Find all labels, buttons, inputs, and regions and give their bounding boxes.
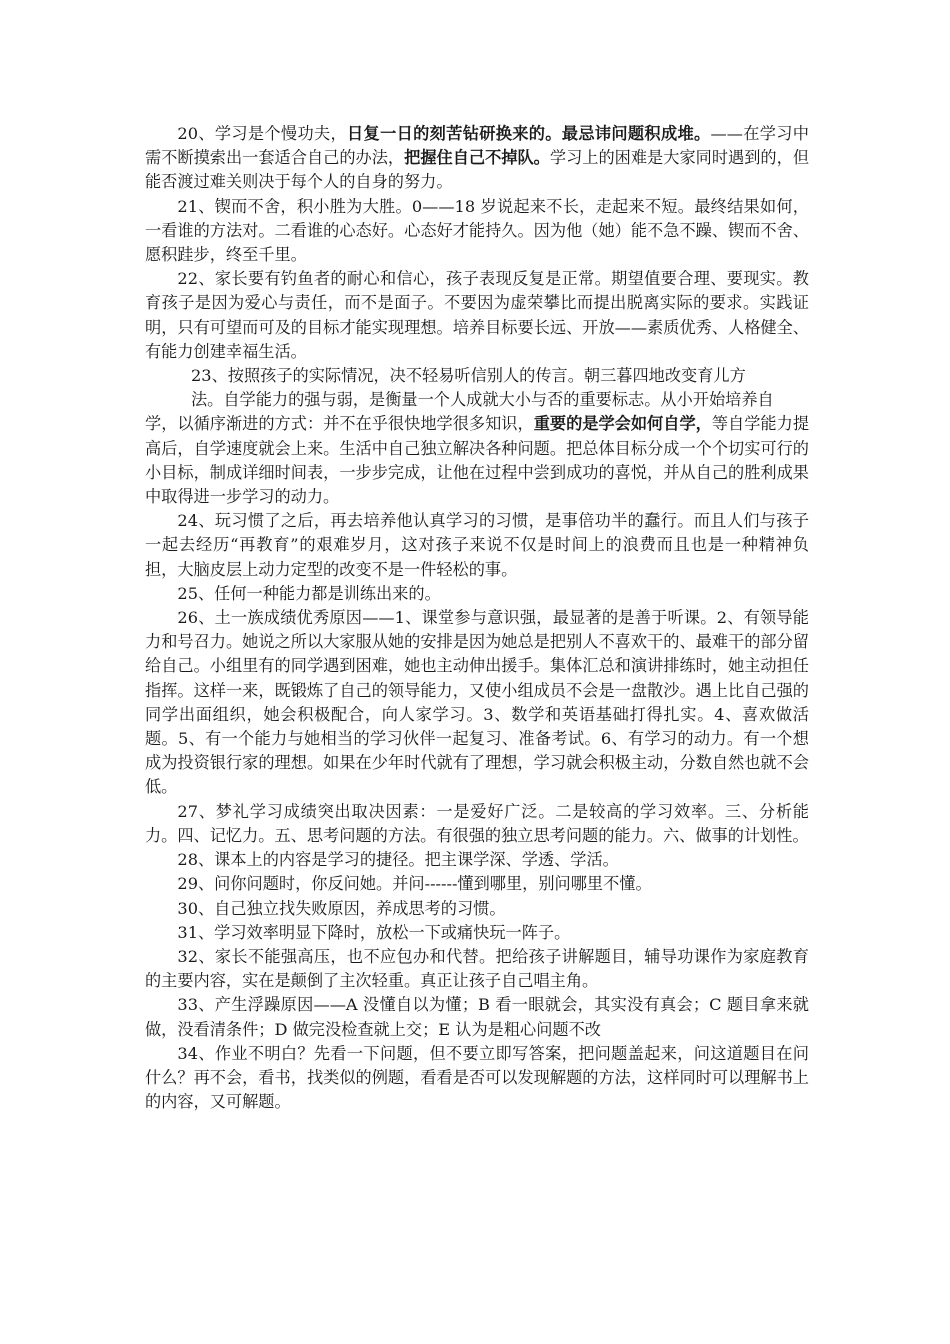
p23-line-3-bold: 重要的是学会如何自学， bbox=[533, 414, 712, 434]
p20-text-3: 学习上的困难是大家同时遇到的，但能否渡过难关则决于每个人的自身的努力。 bbox=[145, 148, 810, 192]
p28-text: 28、课本上的内容是学习的捷径。把主课学深、学透、学活。 bbox=[177, 850, 619, 870]
p33-text: 33、产生浮躁原因——A 没懂自以为懂；B 看一眼就会，其实没有真会；C 题目拿来就做，没看清条件；D 做完没检查就上交；E 认为是粗心问题不改 bbox=[145, 995, 809, 1039]
p20-bold-2: 把握住自己不掉队。 bbox=[404, 148, 550, 168]
p32-text: 32、家长不能强高压，也不应包办和代替。把给孩子讲解题目，辅导功课作为家庭教育的主要内容，实在是颠倒了主次轻重。真正让孩子自己唱主角。 bbox=[145, 946, 809, 991]
paragraph-31 bbox=[145, 921, 809, 945]
paragraph-32 bbox=[145, 945, 809, 993]
p23-line-1: 23、按照孩子的实际情况，决不轻易听信别人的传言。朝三暮四地改变育儿方 bbox=[191, 366, 746, 386]
p34-text: 34、作业不明白？先看一下问题，但不要立即写答案，把问题盖起来，问这道题目在问什么？再不会，看书，找类似的例题，看看是否可以发现解题的方法，这样同时可以理解书上的内容，又可解题。 bbox=[145, 1043, 809, 1112]
paragraph-29 bbox=[145, 872, 809, 896]
paragraph-23 bbox=[145, 364, 809, 509]
paragraph-21 bbox=[145, 195, 809, 268]
p27-text: 27、梦礼学习成绩突出取决因素：一是爱好广泛。二是较高的学习效率。三、分析能力。四、记忆力。五、思考问题的方法。有很强的独立思考问题的能力。六、做事的计划性。 bbox=[145, 801, 809, 845]
paragraph-20 bbox=[145, 122, 809, 195]
paragraph-22 bbox=[145, 267, 809, 364]
paragraph-28 bbox=[145, 848, 809, 872]
p30-text: 30、自己独立找失败原因，养成思考的习惯。 bbox=[177, 898, 506, 918]
paragraph-27 bbox=[145, 800, 809, 848]
p25-text: 25、任何一种能力都是训练出来的。 bbox=[177, 583, 441, 603]
p31-text: 31、学习效率明显下降时，放松一下或痛快玩一阵子。 bbox=[177, 922, 571, 942]
p29-text: 29、问你问题时，你反问她。并问------懂到哪里，别问哪里不懂。 bbox=[177, 874, 652, 894]
paragraph-24 bbox=[145, 509, 809, 582]
paragraph-30 bbox=[145, 897, 809, 921]
p23-line-3-rest: 等自学能力提高后，自学速度就会上来。生活中自己独立解决各种问题。把总体目标分成一个个切实可行的小目标，制成详细时间表，一步步完成，让他在过程中尝到成功的喜悦，并从自己的胜利成果中取得进一步学习的动力。 bbox=[145, 414, 810, 507]
paragraph-33 bbox=[145, 993, 809, 1041]
document-body bbox=[145, 122, 809, 1114]
p20-bold-1: 日复一日的刻苦钻研换来的。最忌讳问题积成堆。 bbox=[347, 124, 711, 143]
p26-text: 26、土一族成绩优秀原因——1、课堂参与意识强，最显著的是善于听课。2、有领导能力和号召力。她说之所以大家服从她的安排是因为她总是把别人不喜欢干的、最难干的部分留给自己。小组里有的同学遇到困难，她也主动伸出援手。集体汇总和演讲排练时，她主动担任指挥。这样一来，既锻炼了自己的领导能力，又使小组成员不会是一盘散沙。遇上比自己强的同学出面组织，她会积极配合，向人家学习。3、数学和英语基础打得扎实。4、喜欢做活题。5、有一个能力与她相当的学习伙伴一起复习、准备考试。6、有学习的动力。有一个想成为投资银行家的理想。如果在少年时代就有了理想，学习就会积极主动，分数自然也就不会低。 bbox=[145, 608, 809, 797]
paragraph-34 bbox=[145, 1042, 809, 1115]
p24-text: 24、玩习惯了之后，再去培养他认真学习的习惯，是事倍功半的蠢行。而且人们与孩子一起去经历“再教育”的艰难岁月，这对孩子来说不仅是时间上的浪费而且也是一种精神负担，大脑皮层上动力定型的改变不是一件轻松的事。 bbox=[145, 511, 809, 579]
paragraph-26 bbox=[145, 606, 809, 800]
p23-line-3-text: 学，以循序渐进的方式：并不在乎很快地学很多知识， bbox=[145, 414, 534, 434]
p20-text-2: ——在学习中需不断摸索出一套适合自己的办法， bbox=[145, 124, 809, 168]
p20-text-1: 20、学习是个慢功夫， bbox=[177, 124, 348, 143]
paragraph-25 bbox=[145, 582, 809, 606]
p22-text: 22、家长要有钓鱼者的耐心和信心，孩子表现反复是正常。期望值要合理、要现实。教育孩子是因为爱心与责任，而不是面子。不要因为虚荣攀比而提出脱离实际的要求。实践证明，只有可望而可及的目标才能实现理想。培养目标要长远、开放——素质优秀、人格健全、有能力创建幸福生活。 bbox=[145, 269, 809, 361]
p21-text: 21、锲而不舍，积小胜为大胜。0——18 岁说起来不长，走起来不短。最终结果如何，一看谁的方法对。二看谁的心态好。心态好才能持久。因为他（她）能不急不躁、锲而不舍、愿积跬步，终至千里。 bbox=[145, 196, 809, 265]
p23-line-2: 法。自学能力的强与弱，是衡量一个人成就大小与否的重要标志。从小开始培养自 bbox=[191, 390, 774, 410]
